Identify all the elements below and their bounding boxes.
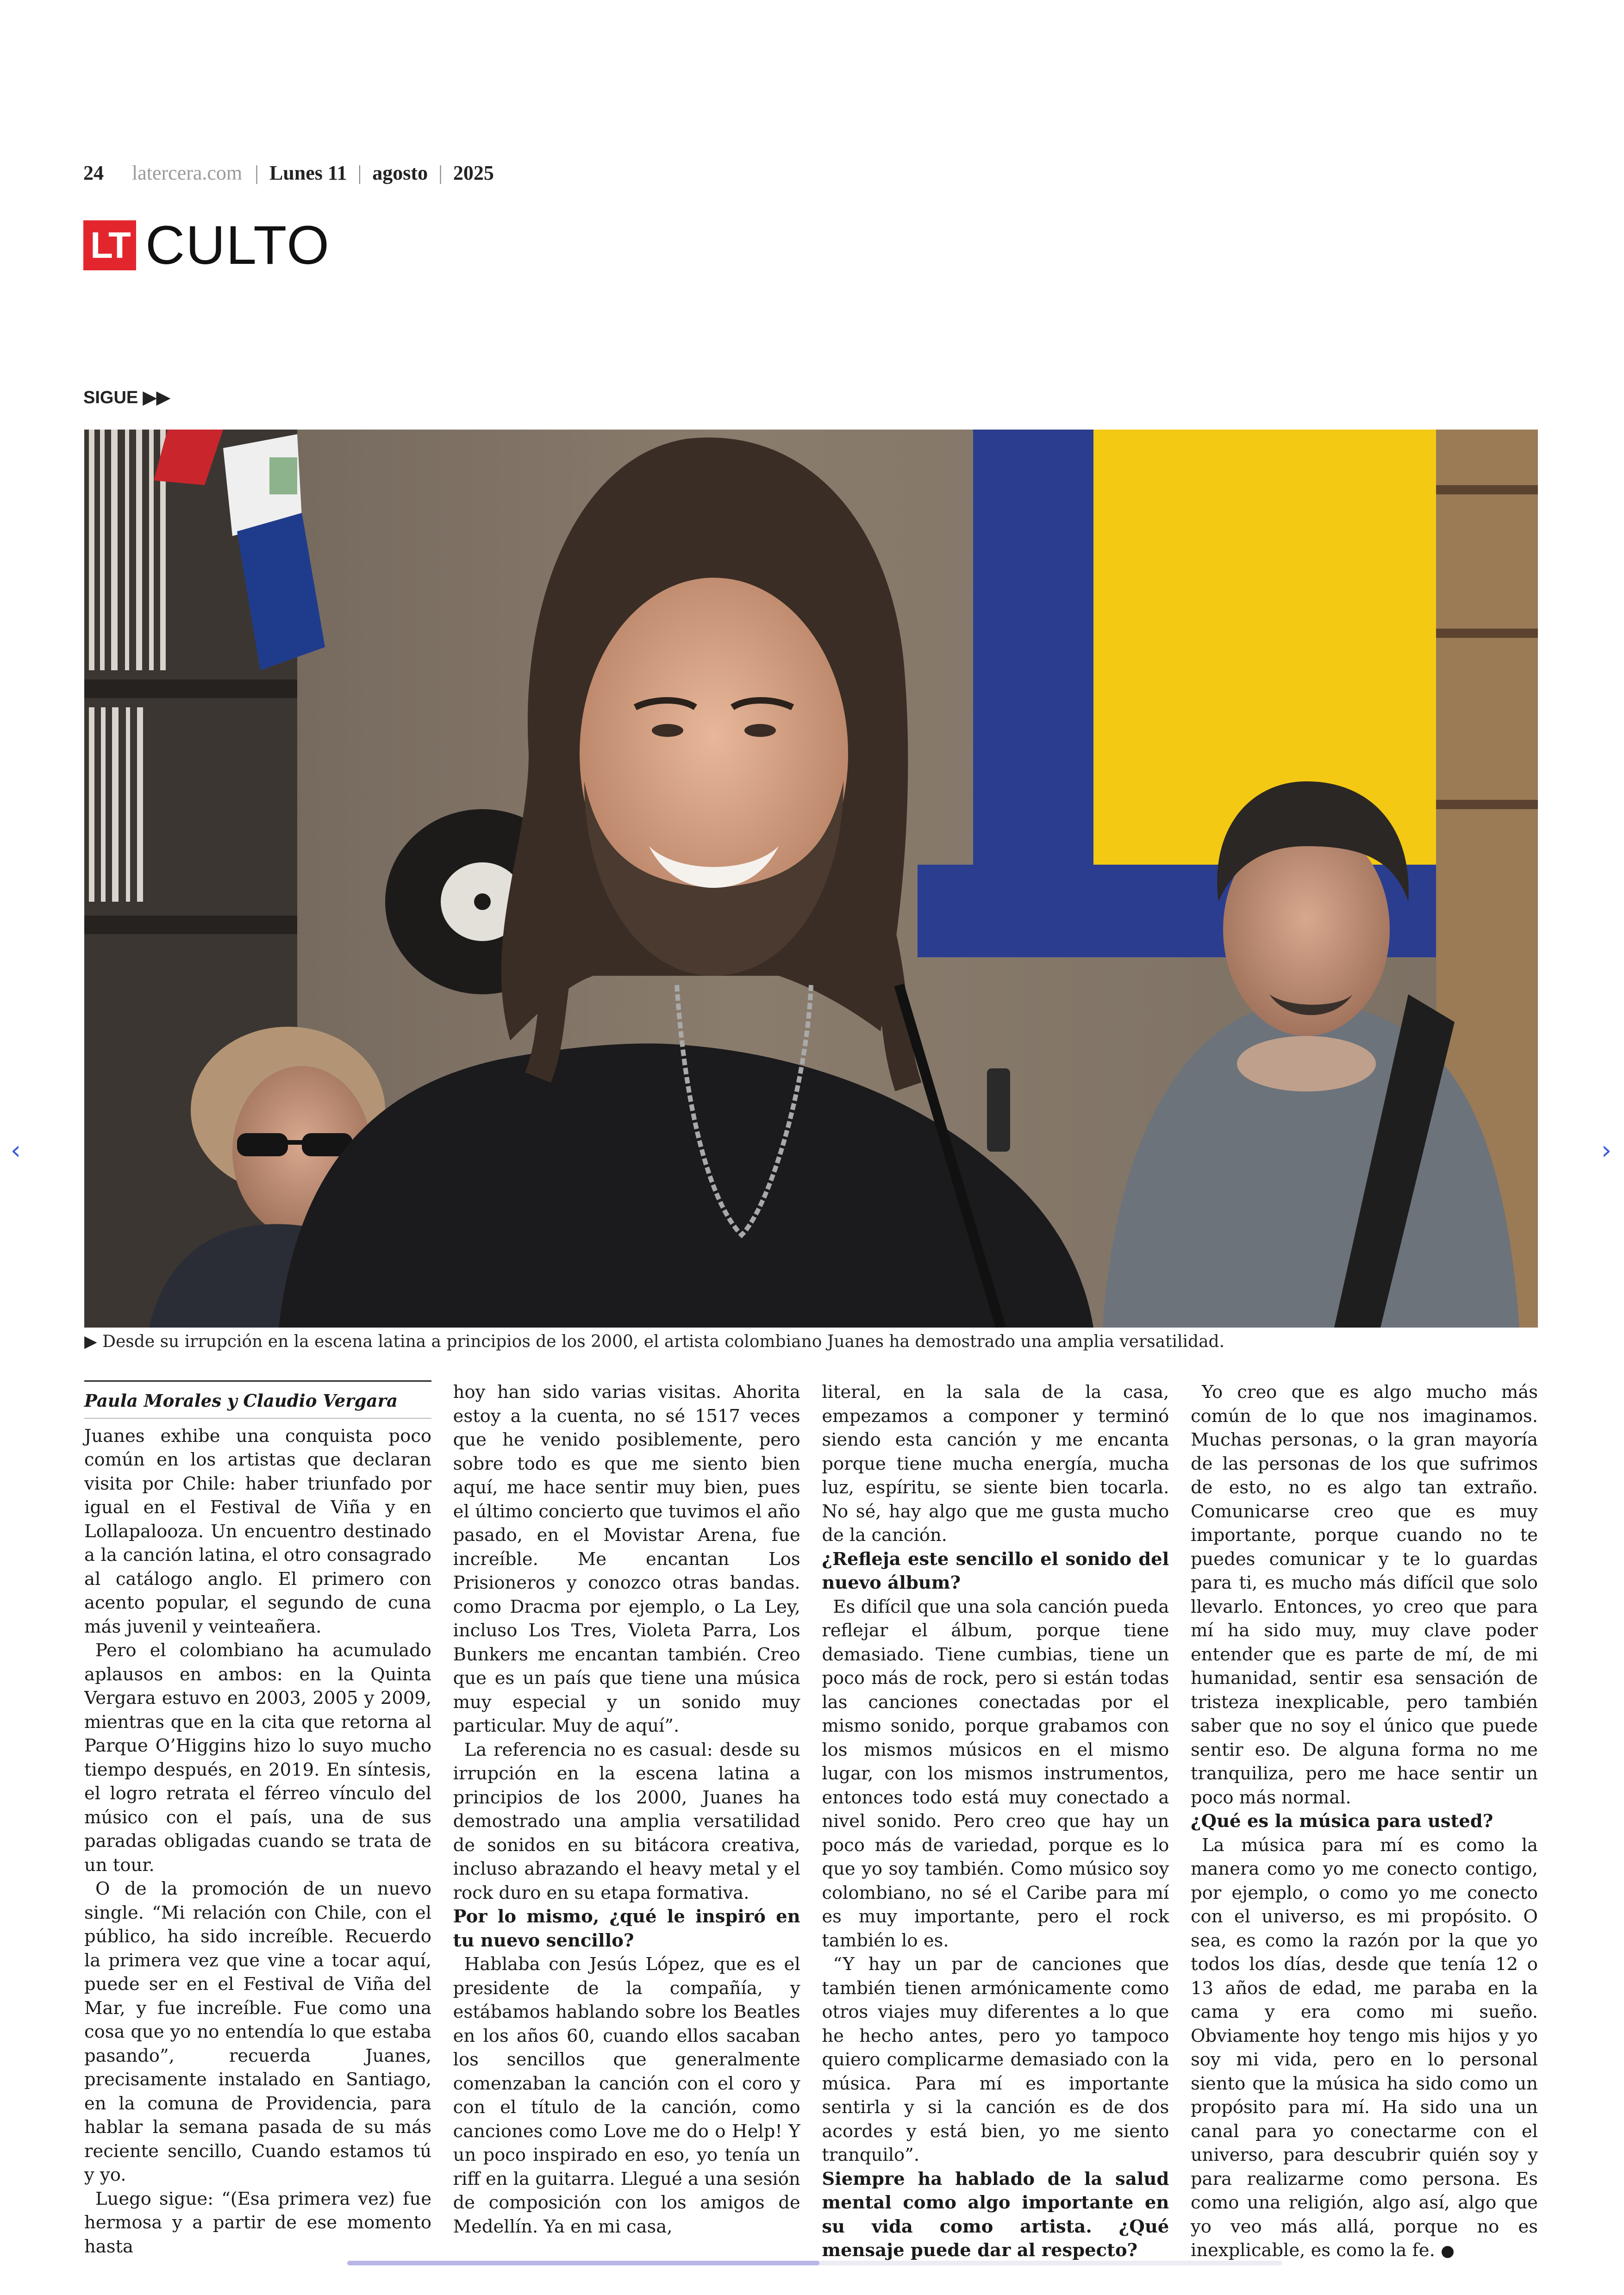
scrollbar-thumb[interactable] — [347, 2261, 819, 2265]
header-separator: | — [438, 162, 443, 184]
continued-label: SIGUE ▶▶ — [83, 388, 170, 407]
article-column-4 — [1190, 1380, 1538, 2261]
concert-photo-illustration — [84, 430, 1538, 1328]
article-column-2 — [453, 1380, 800, 2237]
header-day: Lunes 11 — [269, 162, 347, 184]
paragraph-text: La música para mí es como la manera como yo me conecto contigo, por ejemplo, o como yo me conecto con el universo, es mi propósito. O sea, es como la razón por la que yo todos los días, desde que tenía 12 o 13 años de edad, me paraba en la cama y era como mi sueño. Obviamente hoy tengo mis hijos y yo soy mi vida, pero en lo personal siento que la música ha sido como un propósito para mí. Ha sido una un canal para yo conectarme con el universo, para descubrir quién soy y para realizarme como persona. Es como una religión, algo así, algo que yo veo más allá, porque no es inexplicable, es como la fe. — [1190, 1834, 1538, 2261]
header-month: agosto — [372, 162, 428, 184]
header-year: 2025 — [453, 162, 494, 184]
paragraph: hoy han sido varias visitas. Ahorita estoy a la cuenta, no sé 1517 veces que he venido posiblemente, pero sobre todo es que me siento bien aquí, me hace sentir muy bien, pues el último concierto que tuvimos el año pasado, en el Movistar Arena, fue increíble. Me encantan Los Prisioneros y conozco otras bandas. como Dracma por ejemplo, o La Ley, incluso Los Tres, Violeta Parra, Los Bunkers me encantan también. Creo que es un país que tiene una música muy especial y un sonido muy particular. Muy de aquí”. — [453, 1382, 800, 1736]
paragraph: Pero el colombiano ha acumulado aplausos en ambos: en la Quinta Vergara estuvo en 2003, 2005 y 2009, mientras que en la cita que retorna al Parque O’Higgins hizo lo suyo mucho tiempo después, en 2019. En síntesis, el logro retrata el férreo vínculo del músico con el país, una de sus paradas obligadas cuando se trata de un tour. — [84, 1640, 431, 1876]
article-body — [84, 1380, 1538, 2261]
paragraph: Juanes exhibe una conquista poco común en los artistas que declaran visita por Chile: haber triunfado por igual en el Festival de Viña y en Lollapalooza. Un encuentro destinado a la canción latina, el otro consagrado al catálogo anglo. El primero con acento popular, el segundo de cuna más juvenil y veinteañera. — [84, 1425, 431, 1637]
article-photo — [84, 430, 1538, 1328]
paragraph: literal, en la sala de la casa, empezamos a componer y terminó siendo esta canción y me encanta porque tiene mucha energía, mucha luz, espíritu, se siente bien tocarla. No sé, hay algo que me gusta mucho de la canción. — [822, 1382, 1169, 1546]
page-number: 24 — [83, 162, 104, 184]
interview-question: ¿Qué es la música para usted? — [1190, 1811, 1493, 1832]
paragraph — [1191, 1834, 1538, 2264]
previous-page-button[interactable]: ‹ — [10, 1135, 21, 1166]
photo-caption: ▶ Desde su irrupción en la escena latina a principios de los 2000, el artista colombiano Juanes ha demostrado una amplia versatilidad. — [84, 1332, 1225, 1351]
site-name[interactable]: latercera.com — [132, 162, 243, 184]
article-column-3 — [822, 1380, 1169, 2261]
header-separator: | — [255, 162, 259, 184]
section-brand — [83, 215, 331, 276]
paragraph: Yo creo que es algo mucho más común de lo que nos imaginamos. Muchas personas, o la gran mayoría de las personas de los que sufrimos de esto, no es algo tan extraño. Comunicarse creo que es muy importante, porque cuando no te puedes comunicar y te lo guardas para ti, es mucho más difícil que solo llevarlo. Entonces, yo creo que para mí ha sido muy, muy clave poder entender que es parte de mí, de mi humanidad, sentir esa sensación de tristeza inexplicable, pero también saber que no soy el único que puede sentir eso. De alguna forma no me tranquiliza, pero me hace sentir un poco más normal. — [1190, 1382, 1538, 1808]
paragraph: Luego sigue: “(Esa primera vez) fue hermosa y a partir de ese momento hasta — [84, 2188, 431, 2257]
paragraph: La referencia no es casual: desde su irrupción en la escena latina a principios de los 2000, Juanes ha demostrado una amplia versatilidad de sonidos en su bitácora creativa, incluso abrazando el heavy metal y el rock duro en su etapa formativa. — [453, 1739, 800, 1903]
paragraph: Es difícil que una sola canción pueda reflejar el álbum, porque tiene demasiado. Tiene cumbias, tiene un poco más de rock, pero si están todas las canciones conectadas por el mismo sonido, porque grabamos con los mismos músicos en el mismo lugar, con los mismos instrumentos, entonces todo está muy conectado a nivel sonido. Pero creo que hay un poco más de variedad, porque es lo que yo soy también. Como músico soy colombiano, no sé el Caribe para mí es muy importante, pero el rock también lo es. — [822, 1596, 1169, 1951]
interview-question: Por lo mismo, ¿qué le inspiró en tu nuevo sencillo? — [453, 1906, 800, 1951]
lt-logo: LT — [83, 220, 136, 270]
header-separator: | — [357, 162, 362, 184]
byline: Paula Morales y Claudio Vergara — [84, 1380, 431, 1419]
paragraph: Hablaba con Jesús López, que es el presidente de la compañía, y estábamos hablando sobre los Beatles en los años 60, cuando ellos sacaban los sencillos que generalmente comenzaban la canción con el coro y con el título de la canción, como canciones como Love me do o Help! Y un poco inspirado en eso, yo tenía un riff en la guitarra. Llegué a una sesión de composición con los amigos de Medellín. Ya en mi casa, — [453, 1954, 800, 2237]
interview-question: Siempre ha hablado de la salud mental como algo importante en su vida como artista. ¿Qué mensaje puede dar al respecto? — [822, 2168, 1169, 2261]
horizontal-scrollbar[interactable] — [347, 2261, 1282, 2265]
next-page-button[interactable]: › — [1601, 1135, 1612, 1166]
interview-question: ¿Refleja este sencillo el sonido del nuevo álbum? — [822, 1548, 1169, 1593]
paragraph: O de la promoción de un nuevo single. “Mi relación con Chile, con el público, ha sido increíble. Recuerdo la primera vez que vine a tocar aquí, puede ser en el Festival de Viña del Mar, y fue increíble. Fue como una cosa que yo no entendía lo que estaba pasando”, recuerda Juanes, precisamente instalado en Santiago, en la comuna de Providencia, para hablar la semana pasada de su más reciente sencillo, Cuando estamos tú y yo. — [84, 1878, 431, 2185]
article-column-1 — [84, 1380, 431, 2257]
end-mark: ● — [1441, 2242, 1455, 2260]
page-header — [83, 161, 494, 185]
section-title: CULTO — [145, 215, 331, 276]
paragraph: “Y hay un par de canciones que también tienen armónicamente como otros viajes muy diferentes a lo que he hecho antes, pero yo tampoco quiero complicarme demasiado con la música. Para mí es importante sentirla y si la canción es de dos acordes y está bien, yo me siento tranquilo”. — [822, 1954, 1169, 2165]
